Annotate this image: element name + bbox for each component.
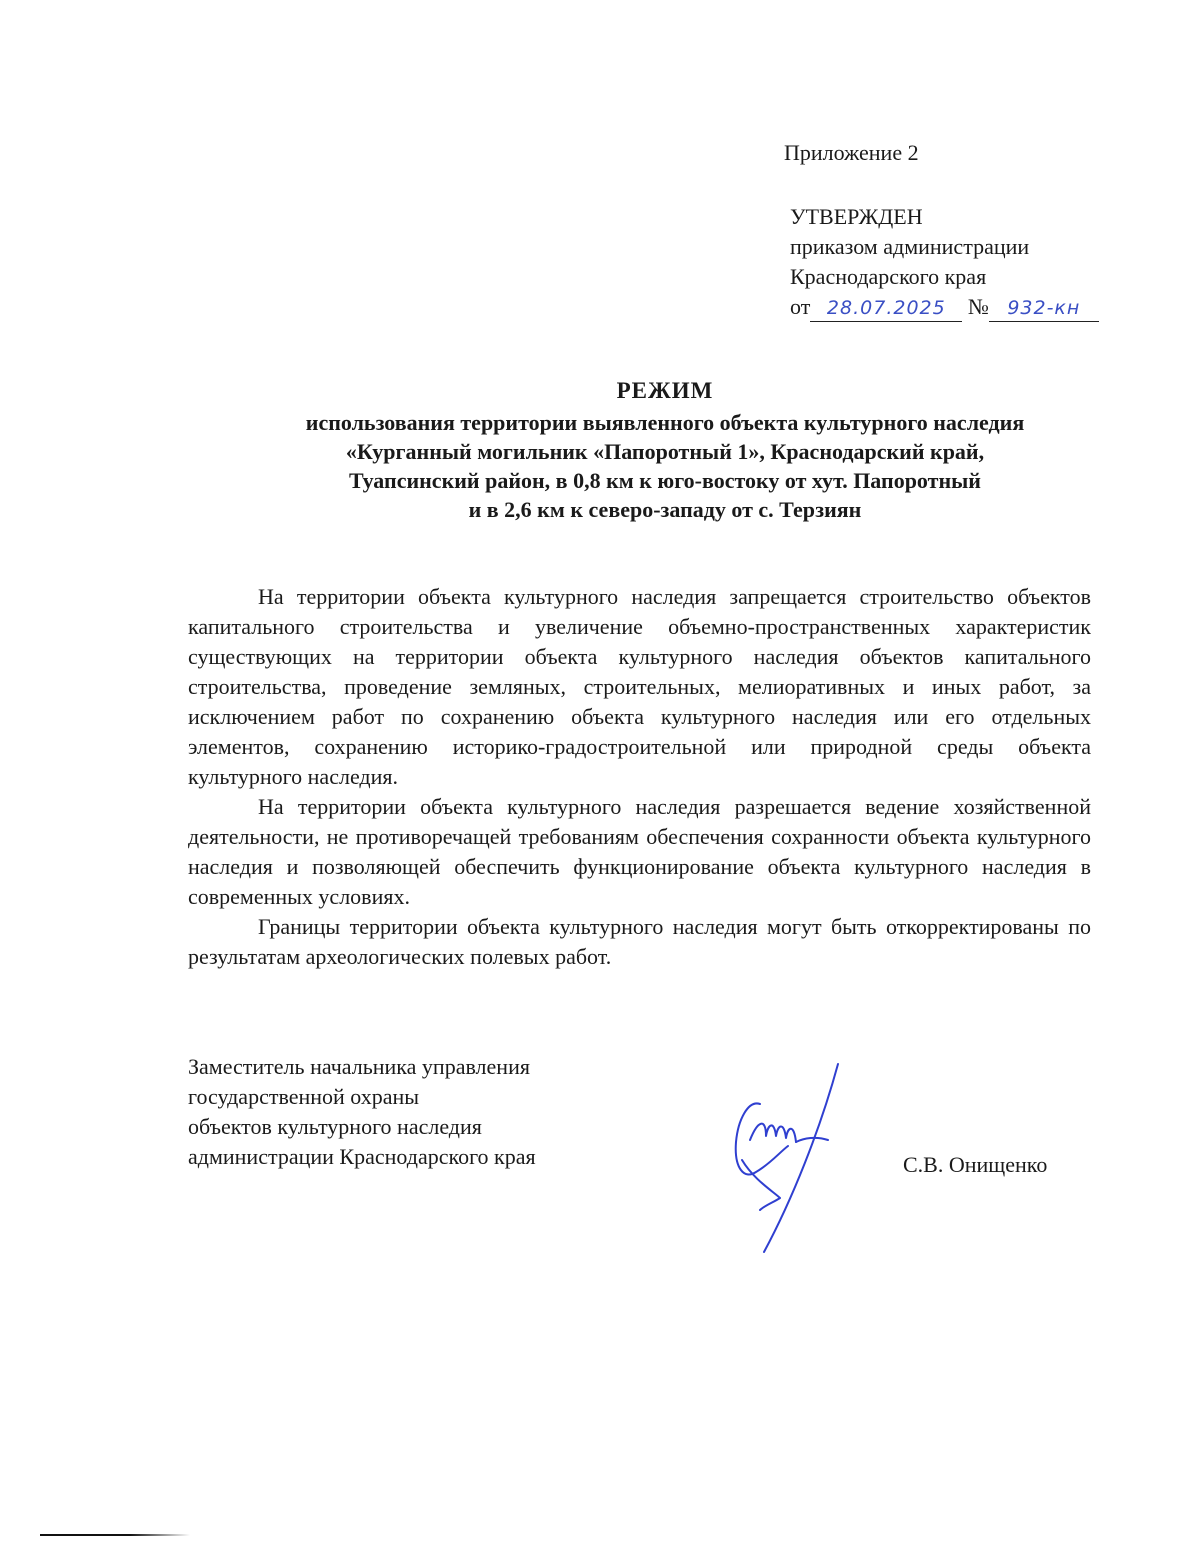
- order-reference-line: [790, 292, 1099, 322]
- footer-divider: [40, 1534, 190, 1536]
- signer-position-line: государственной охраны: [188, 1084, 420, 1109]
- title-line: Туапсинский район, в 0,8 км к юго-востоку от хут. Папоротный: [349, 468, 981, 493]
- body-paragraph: На территории объекта культурного наследия разрешается ведение хозяйственной деятельности, не противоречащей требованиям обеспечения сохранности объекта культурного наследия и позволяющей обеспечить функционирование объекта культурного наследия в современных условиях.: [188, 794, 1091, 909]
- document-body: [188, 582, 1091, 972]
- document-title: [150, 378, 1180, 524]
- approved-label: УТВЕРЖДЕН: [790, 204, 923, 229]
- body-paragraph: На территории объекта культурного наследия запрещается строительство объектов капитального строительства и увеличение объемно-пространственных характеристик существующих на территории объекта культурного наследия объектов капитального строительства, проведение земляных, строительных, мелиоративных и иных работ, за исключением работ по сохранению объекта культурного наследия или его отдельных элементов, сохранению историко-градостроительной или природной среды объекта культурного наследия.: [188, 584, 1091, 789]
- title-line: «Курганный могильник «Папоротный 1», Краснодарский край,: [345, 439, 985, 464]
- body-paragraph: Границы территории объекта культурного наследия могут быть откорректированы по результатам археологических полевых работ.: [188, 914, 1091, 969]
- title-main: РЕЖИМ: [616, 378, 714, 403]
- appendix-label: Приложение 2: [784, 140, 919, 165]
- title-subtitle: [150, 408, 1180, 524]
- approved-by-line-1: приказом администрации: [790, 234, 1030, 259]
- title-line: использования территории выявленного объекта культурного наследия: [305, 410, 1025, 435]
- approval-block: [790, 202, 1099, 322]
- order-number-handwritten: 932-кн: [989, 295, 1099, 322]
- signer-position-line: администрации Краснодарского края: [188, 1144, 536, 1169]
- number-sign: №: [967, 294, 989, 319]
- signer-position-line: Заместитель начальника управления: [188, 1054, 530, 1079]
- signer-position-line: объектов культурного наследия: [188, 1114, 482, 1139]
- from-prefix: от: [790, 294, 811, 319]
- title-line: и в 2,6 км к северо-западу от с. Терзиян: [468, 497, 862, 522]
- handwritten-signature: [720, 1060, 860, 1260]
- order-date-handwritten: 28.07.2025: [810, 295, 962, 322]
- approved-by-line-2: Краснодарского края: [790, 264, 987, 289]
- signer-name: С.В. Онищенко: [903, 1152, 1048, 1177]
- signer-position: [188, 1052, 536, 1172]
